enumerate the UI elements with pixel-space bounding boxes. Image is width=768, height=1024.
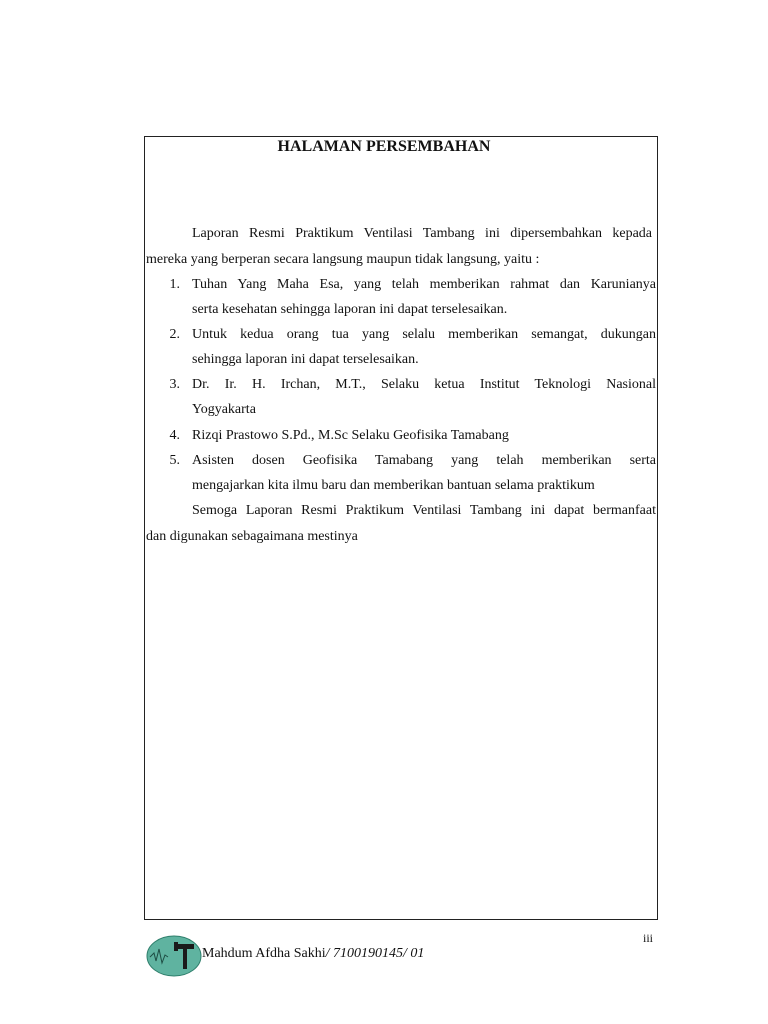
closing-line-2: dan digunakan sebagaimana mestinya: [146, 529, 358, 544]
list-item-3-line-2: Yogyakarta: [192, 402, 256, 417]
page-number: iii: [643, 931, 654, 945]
list-item-3-line-1: Dr. Ir. H. Irchan, M.T., Selaku ketua Institut Teknologi Nasional: [192, 377, 656, 392]
list-number-4: 4.: [169, 428, 180, 443]
list-number-5: 5.: [169, 453, 180, 468]
list-number-3: 3.: [169, 377, 180, 392]
footer-author: Mahdum Afdha Sakhi: [202, 946, 326, 961]
page-title: HALAMAN PERSEMBAHAN: [277, 138, 491, 155]
list-item-2-line-1: Untuk kedua orang tua yang selalu memberikan semangat, dukungan: [192, 327, 656, 342]
list-item-1-line-2: serta kesehatan sehingga laporan ini dapat terselesaikan.: [192, 302, 508, 317]
footer-author-line: [202, 946, 424, 962]
list-item-5-line-1: Asisten dosen Geofisika Tamabang yang telah memberikan serta: [192, 453, 656, 468]
list-item-4-line-1: Rizqi Prastowo S.Pd., M.Sc Selaku Geofisika Tamabang: [192, 428, 509, 443]
list-number-1: 1.: [169, 277, 180, 292]
closing-line-1: Semoga Laporan Resmi Praktikum Ventilasi Tambang ini dapat bermanfaat: [192, 503, 656, 518]
institution-logo-icon: [146, 935, 202, 977]
list-item-1-line-1: Tuhan Yang Maha Esa, yang telah memberikan rahmat dan Karunianya: [192, 277, 656, 292]
intro-line-2: mereka yang berperan secara langsung maupun tidak langsung, yaitu :: [146, 252, 540, 267]
intro-line-1: Laporan Resmi Praktikum Ventilasi Tambang ini dipersembahkan kepada: [192, 226, 652, 241]
list-number-2: 2.: [169, 327, 180, 342]
footer-student-id: / 7100190145/ 01: [325, 946, 425, 961]
list-item-5-line-2: mengajarkan kita ilmu baru dan memberikan bantuan selama praktikum: [192, 478, 595, 493]
list-item-2-line-2: sehingga laporan ini dapat terselesaikan.: [192, 352, 419, 367]
